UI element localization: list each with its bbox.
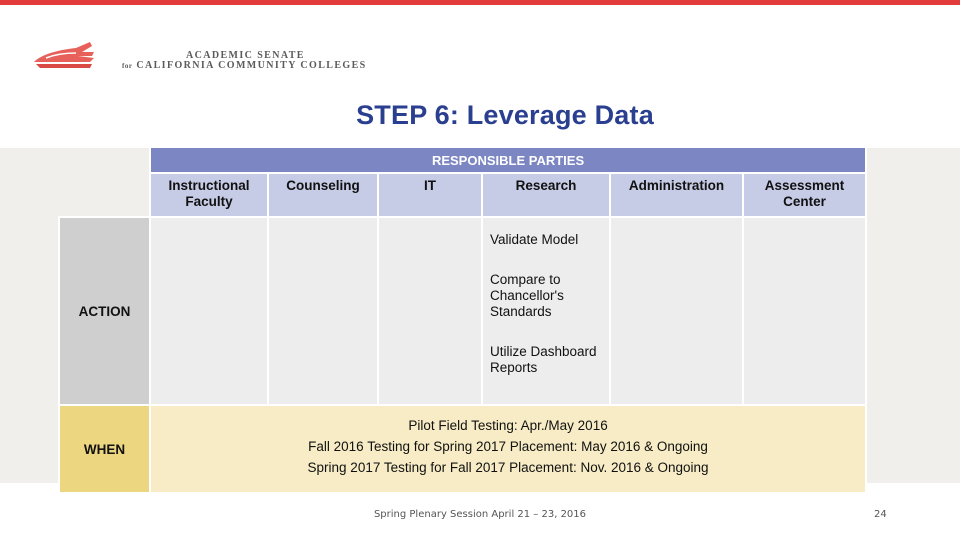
org-line-2-text: CALIFORNIA COMMUNITY COLLEGES <box>136 60 367 71</box>
research-action-compare: Compare to Chancellor's Standards <box>490 272 564 319</box>
when-cell <box>150 405 866 493</box>
column-header-administration: Administration <box>610 173 743 217</box>
table-corner-empty <box>59 173 150 217</box>
when-line-pilot: Pilot Field Testing: Apr./May 2016 <box>408 417 608 433</box>
top-accent-bar <box>0 0 960 5</box>
action-cell-research <box>482 217 610 405</box>
column-header-counseling: Counseling <box>268 173 378 217</box>
action-cell-it <box>378 217 482 405</box>
column-header-instructional-faculty: Instructional Faculty <box>150 173 268 217</box>
org-line-2 <box>122 60 367 71</box>
research-action-validate: Validate Model <box>490 232 579 247</box>
footer-text: Spring Plenary Session April 21 – 23, 2016 <box>373 509 587 520</box>
org-line-2-prefix: for <box>122 62 133 70</box>
action-cell-assessment-center <box>743 217 866 405</box>
column-header-it: IT <box>378 173 482 217</box>
when-line-spring: Spring 2017 Testing for Fall 2017 Placement: Nov. 2016 & Ongoing <box>307 459 709 475</box>
research-action-dashboard: Utilize Dashboard Reports <box>490 344 597 375</box>
academic-senate-logo <box>32 40 96 70</box>
action-row-label: ACTION <box>59 217 150 405</box>
action-cell-administration <box>610 217 743 405</box>
column-header-assessment-center: Assessment Center <box>743 173 866 217</box>
org-line-1: ACADEMIC SENATE <box>186 50 305 61</box>
responsibility-table <box>58 146 867 494</box>
page-number: 24 <box>874 509 887 520</box>
action-cell-counseling <box>268 217 378 405</box>
slide-title: STEP 6: Leverage Data <box>356 100 654 130</box>
table-corner <box>59 147 150 173</box>
when-row-label: WHEN <box>59 405 150 493</box>
column-header-research: Research <box>482 173 610 217</box>
action-cell-instructional-faculty <box>150 217 268 405</box>
when-line-fall: Fall 2016 Testing for Spring 2017 Placement: May 2016 & Ongoing <box>308 438 708 454</box>
responsible-parties-header: RESPONSIBLE PARTIES <box>150 147 866 173</box>
